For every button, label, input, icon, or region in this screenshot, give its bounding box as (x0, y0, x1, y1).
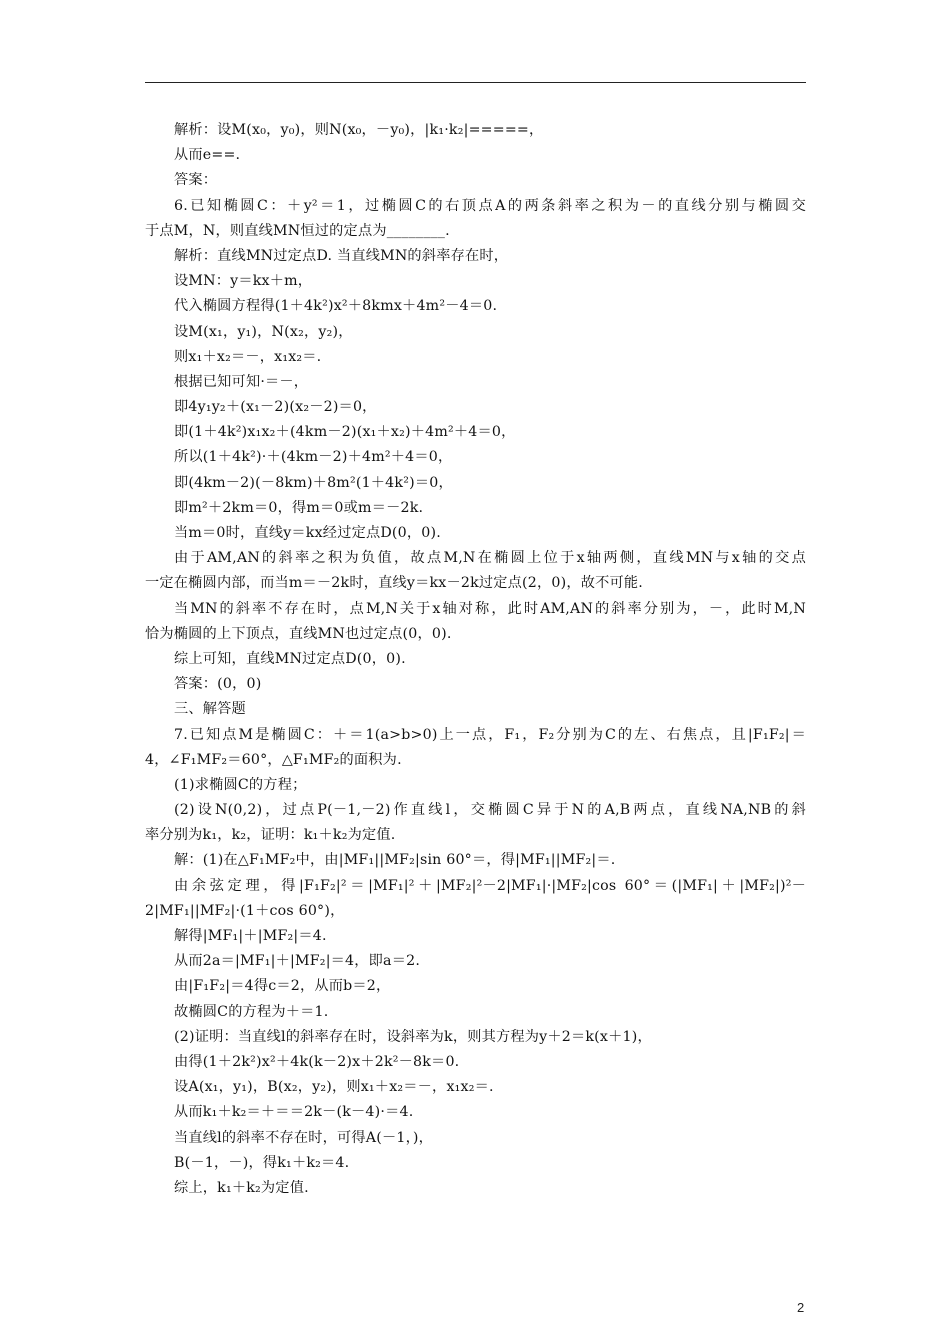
text-line: 设A(x₁，y₁)，B(x₂，y₂)，则x₁＋x₂＝－，x₁x₂＝. (174, 1079, 494, 1096)
text-line: 由|F₁F₂|＝4得c＝2，从而b＝2， (174, 978, 391, 995)
text-line: 代入椭圆方程得(1＋4k²)x²＋8kmx＋4m²－4＝0. (174, 298, 498, 315)
text-line: 所以(1＋4k²)·＋(4km－2)＋4m²＋4＝0， (174, 449, 453, 466)
text-line: 由余弦定理，得|F₁F₂|²＝|MF₁|²＋|MF₂|²－2|MF₁|·|MF₂|cos 60°＝(|MF₁|＋|MF₂|)²－ (174, 877, 806, 894)
text-line: 解：(1)在△F₁MF₂中，由|MF₁||MF₂|sin 60°＝，得|MF₁||MF₂|＝. (174, 852, 616, 869)
text-line: (2)设N(0,2)，过点P(－1,－2)作直线l，交椭圆C异于N的A,B两点，直线NA,NB的斜 (174, 802, 806, 819)
text-line: 从而k₁＋k₂＝＋＝＝2k－(k－4)·＝4. (174, 1104, 414, 1121)
text-line: 当直线l的斜率不存在时，可得A(－1，)， (174, 1129, 433, 1146)
text-line: 根据已知可知·＝－， (174, 373, 309, 390)
document-body (145, 118, 806, 1201)
problem-7-line: 7.已知点M是椭圆C：＋＝1(a>b>0)上一点，F₁，F₂分别为C的左、右焦点，且|F₁F₂|＝ (174, 726, 806, 743)
text-line: 一定在椭圆内部，而当m＝－2k时，直线y＝kx－2k过定点(2，0)，故不可能. (145, 575, 644, 592)
section-heading: 三、解答题 (174, 701, 246, 718)
text-line: 解析：直线MN过定点D. 当直线MN的斜率存在时， (174, 247, 509, 264)
problem-7-line: 4，∠F₁MF₂＝60°，△F₁MF₂的面积为. (145, 751, 402, 768)
text-line: 设MN：y＝kx＋m， (174, 273, 313, 290)
text-line: 解析：设M(x₀，y₀)，则N(x₀，－y₀)，|k₁·k₂|=====， (174, 122, 544, 138)
text-line: 答案：(0，0) (174, 676, 262, 693)
text-line: 率分别为k₁，k₂，证明：k₁＋k₂为定值. (145, 827, 396, 844)
text-line: 解得|MF₁|＋|MF₂|＝4. (174, 928, 327, 944)
text-line: 2|MF₁||MF₂|·(1＋cos 60°)， (145, 902, 345, 919)
problem-6-line: 于点M，N，则直线MN恒过的定点为________. (145, 222, 450, 239)
text-line: 即(1＋4k²)x₁x₂＋(4km－2)(x₁＋x₂)＋4m²＋4＝0， (174, 424, 516, 441)
text-line: 由于AM,AN的斜率之积为负值，故点M,N在椭圆上位于x轴两侧，直线MN与x轴的交点 (174, 550, 806, 567)
text-line: 即(4km－2)(－8km)＋8m²(1＋4k²)＝0， (174, 474, 453, 491)
text-line: 当MN的斜率不存在时，点M,N关于x轴对称，此时AM,AN的斜率分别为，－，此时M,N (174, 600, 806, 617)
problem-6-line: 6.已知椭圆C：＋y²＝1，过椭圆C的右顶点A的两条斜率之积为－的直线分别与椭圆交 (174, 197, 806, 214)
text-line: 由得(1＋2k²)x²＋4k(k－2)x＋2k²－8k＝0. (174, 1053, 460, 1070)
text-line: 恰为椭圆的上下顶点，直线MN也过定点(0，0). (145, 625, 452, 642)
text-line: 即m²＋2km＝0，得m＝0或m＝－2k. (174, 499, 424, 516)
text-line: 答案： (174, 172, 218, 189)
header-rule (145, 82, 806, 83)
text-line: 当m＝0时，直线y＝kx经过定点D(0，0). (174, 525, 441, 541)
text-line: 则x₁＋x₂＝－，x₁x₂＝. (174, 348, 322, 365)
text-line: (1)求椭圆C的方程； (174, 776, 307, 793)
text-line: 从而2a＝|MF₁|＋|MF₂|＝4，即a＝2. (174, 953, 421, 970)
text-line: 即4y₁y₂＋(x₁－2)(x₂－2)＝0， (174, 399, 377, 416)
text-line: 设M(x₁，y₁)，N(x₂，y₂)， (174, 323, 353, 340)
text-line: 从而e==. (174, 147, 241, 164)
page-number: 2 (797, 1300, 805, 1315)
text-line: 综上可知，直线MN过定点D(0，0). (174, 650, 406, 667)
text-line: 故椭圆C的方程为＋＝1. (174, 1003, 329, 1020)
text-line: 综上，k₁＋k₂为定值. (174, 1179, 309, 1196)
text-line: (2)证明：当直线l的斜率存在时，设斜率为k，则其方程为y＋2＝k(x＋1)， (174, 1028, 652, 1045)
text-line: B(－1，－)，得k₁＋k₂＝4. (174, 1154, 350, 1171)
